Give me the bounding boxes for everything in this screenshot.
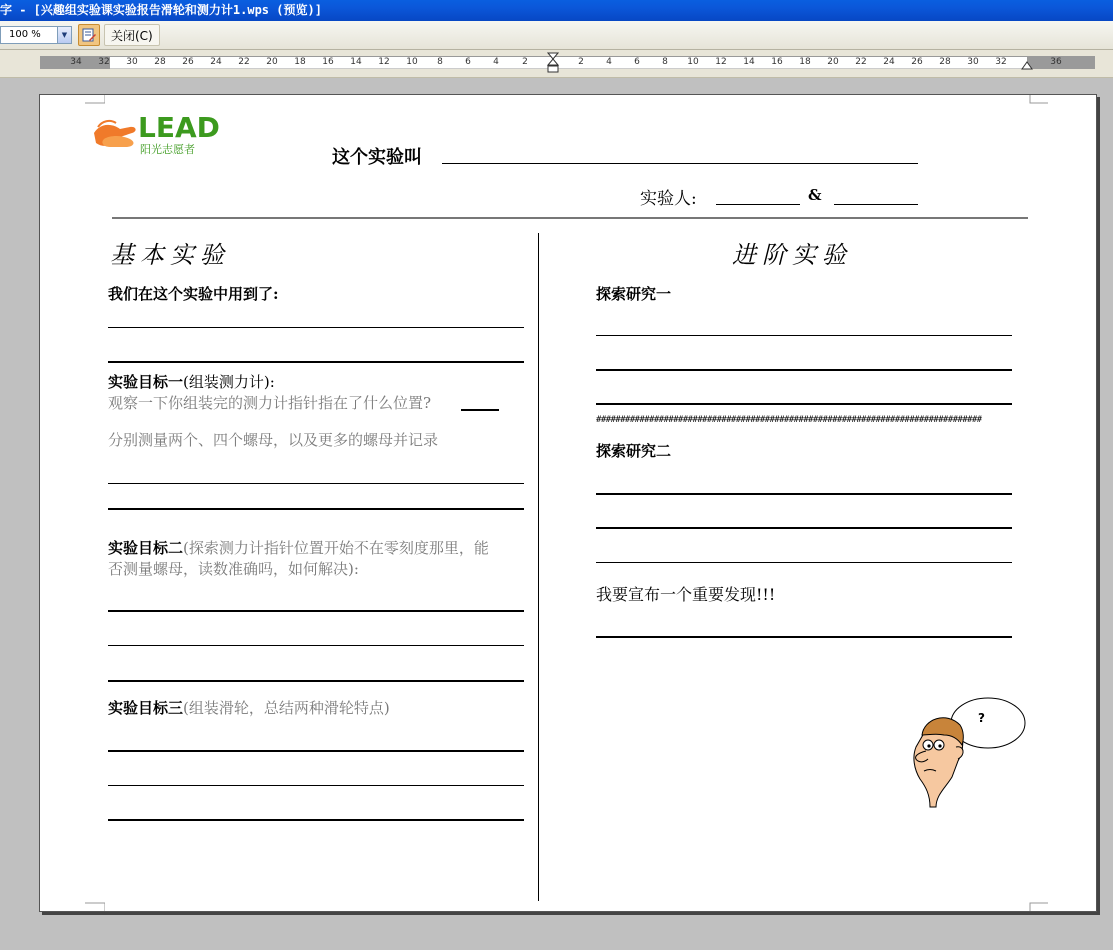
ruler-tick-label: 18 [294, 57, 306, 67]
ruler-tick-label: 16 [322, 57, 334, 67]
goal1-question-2: 分别测量两个、四个螺母，以及更多的螺母并记录 [108, 431, 439, 449]
experiment-title-blank[interactable] [442, 163, 918, 164]
crop-mark-icon [1028, 901, 1048, 911]
page-edit-icon [81, 27, 97, 43]
goal1-paren: (组装测力计): [183, 373, 275, 391]
research1-label: 探索研究一 [596, 285, 672, 303]
ruler-tick-label: 10 [406, 57, 418, 67]
ruler-tick-label: 22 [238, 57, 250, 67]
answer-line[interactable] [596, 562, 1012, 563]
basic-experiment-heading: 基本实验 [110, 241, 230, 269]
zoom-value: 100 % [9, 29, 41, 40]
goal1-heading [108, 371, 275, 392]
ruler-tick-label: 28 [939, 57, 951, 67]
ruler-tick-label: 30 [126, 57, 138, 67]
ruler-tick-label: 30 [967, 57, 979, 67]
goal1-label: 实验目标一 [108, 373, 184, 391]
answer-line[interactable] [596, 335, 1012, 336]
goal3-label: 实验目标三 [108, 699, 184, 717]
answer-line[interactable] [108, 483, 524, 484]
answer-line[interactable] [108, 680, 524, 682]
ruler-tick-label: 20 [827, 57, 839, 67]
ruler-tick-label: 8 [662, 57, 668, 67]
ruler-track [40, 56, 1095, 69]
answer-line[interactable] [108, 819, 524, 821]
experiment-title-label: 这个实验叫 [332, 147, 422, 168]
crop-mark-icon [1028, 95, 1048, 105]
preview-tool-button[interactable] [78, 24, 100, 46]
ruler-tick-label: 6 [634, 57, 640, 67]
goal3-heading [108, 697, 390, 718]
answer-line[interactable] [596, 636, 1012, 638]
ruler-tick-label: 32 [98, 57, 110, 67]
goal2-paren-line1: (探索测力计指针位置开始不在零刻度那里，能 [183, 539, 489, 557]
logo-subtitle: 阳光志愿者 [140, 143, 195, 156]
announce-discovery: 我要宣布一个重要发现!!! [596, 585, 776, 604]
used-items-label: 我们在这个实验中用到了: [108, 285, 279, 303]
logo-text: LEAD [138, 111, 220, 144]
ruler-tick-label: 26 [911, 57, 923, 67]
answer-line[interactable] [108, 327, 524, 328]
ruler-tick-label: 10 [687, 57, 699, 67]
experimenter-label: 实验人: [640, 189, 697, 209]
ruler-tick-label: 2 [522, 57, 528, 67]
ruler-tick-label: 20 [266, 57, 278, 67]
header-divider [112, 217, 1028, 219]
ruler-tick-label: 26 [182, 57, 194, 67]
answer-line[interactable] [108, 361, 524, 363]
goal1-question-1: 观察一下你组装完的测力计指针指在了什么位置? [108, 394, 432, 412]
ruler-tick-label: 12 [378, 57, 390, 67]
hands-logo-icon [90, 115, 142, 155]
ruler-tick-label: 34 [70, 57, 82, 67]
ruler-tick-label: 28 [154, 57, 166, 67]
answer-line[interactable] [596, 527, 1012, 529]
chevron-down-icon[interactable]: ▼ [57, 27, 71, 43]
ruler-tick-label: 24 [210, 57, 222, 67]
answer-line[interactable] [596, 493, 1012, 495]
answer-line[interactable] [108, 645, 524, 646]
experimenter-blank-2[interactable] [834, 204, 918, 205]
research2-label: 探索研究二 [596, 442, 672, 460]
hash-separator: ################################################################################ [596, 415, 982, 425]
window-title-bar [0, 0, 1113, 21]
ruler-tick-label: 36 [1050, 57, 1062, 67]
answer-line[interactable] [596, 369, 1012, 371]
zoom-select[interactable] [0, 26, 72, 44]
thought-bubble-text: ? [978, 711, 985, 725]
goal2-heading [108, 537, 489, 558]
document-page [39, 94, 1097, 912]
ruler-tick-label: 16 [771, 57, 783, 67]
ruler-tick-label: 24 [883, 57, 895, 67]
answer-line[interactable] [108, 610, 524, 612]
ampersand: & [808, 186, 822, 204]
horizontal-ruler[interactable] [0, 50, 1113, 78]
ruler-tick-label: 2 [578, 57, 584, 67]
answer-line[interactable] [596, 403, 1012, 405]
window-title: 字 - [兴趣组实验课实验报告滑轮和测力计1.wps (预览)] [0, 3, 322, 17]
advanced-experiment-heading: 进阶实验 [732, 241, 852, 269]
close-button[interactable]: 关闭(C) [104, 24, 160, 46]
goal2-paren-line2: 否测量螺母，读数准确吗，如何解决): [108, 560, 359, 578]
ruler-tick-label: 14 [350, 57, 362, 67]
ruler-tick-label: 22 [855, 57, 867, 67]
ruler-tick-label: 4 [606, 57, 612, 67]
ruler-tick-label: 6 [465, 57, 471, 67]
ruler-tick-label: 32 [995, 57, 1007, 67]
answer-line[interactable] [108, 785, 524, 786]
indent-marker-icon[interactable] [547, 52, 559, 76]
crop-mark-icon [85, 901, 105, 911]
answer-line[interactable] [108, 750, 524, 752]
ruler-tick-label: 18 [799, 57, 811, 67]
ruler-tick-label: 4 [493, 57, 499, 67]
column-divider [538, 233, 539, 901]
ruler-tick-label: 12 [715, 57, 727, 67]
toolbar [0, 21, 1113, 50]
crop-mark-icon [85, 95, 105, 105]
right-indent-marker-icon[interactable] [1021, 60, 1033, 70]
goal2-label: 实验目标二 [108, 539, 184, 557]
experimenter-blank-1[interactable] [716, 204, 800, 205]
ruler-tick-label: 8 [437, 57, 443, 67]
answer-line[interactable] [108, 508, 524, 510]
ruler-tick-label: 14 [743, 57, 755, 67]
thinking-man-icon [906, 695, 1032, 813]
goal3-paren: (组装滑轮，总结两种滑轮特点) [183, 699, 390, 717]
lead-logo [90, 111, 220, 161]
answer-blank-short[interactable] [461, 409, 499, 411]
